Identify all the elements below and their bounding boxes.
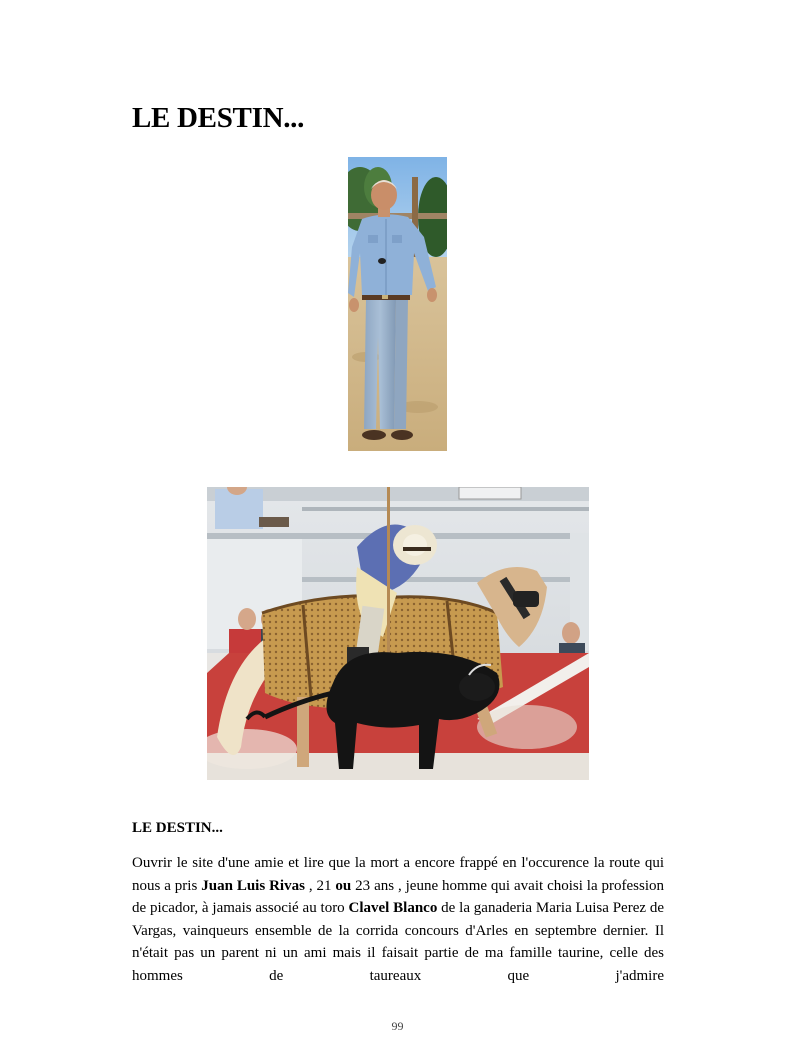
page-title: LE DESTIN... — [132, 102, 305, 134]
bold-name-text: Clavel Blanco — [348, 900, 438, 916]
bold-name-text: Juan Luis Rivas — [201, 877, 305, 894]
picador-photo — [207, 487, 589, 780]
body-text-segment: , 21 — [304, 877, 336, 894]
body-text-segment: de la ganaderia Maria Luisa Perez de Vargas, vainqueurs ensemble de la corrida concours d'Arles en septembre dernier. Il n'était pas un parent ni un ami mais il faisait partie de ma famille taurine, celle des hommes de taureaux que j'admire — [132, 900, 665, 984]
section-heading: LE DESTIN... — [132, 820, 223, 836]
portrait-photo — [348, 157, 447, 451]
article-body — [132, 852, 664, 987]
page-number: 99 — [391, 1019, 404, 1033]
body-text-segment: Ouvrir le site d'une amie et lire que la mort a encore frappé en l'occurence la route qui nous a pris — [132, 855, 664, 894]
bold-name-text: ou — [335, 877, 352, 894]
body-text-segment: 23 ans , jeune homme qui avait choisi la profession de picador, à jamais associé au toro — [132, 877, 665, 916]
